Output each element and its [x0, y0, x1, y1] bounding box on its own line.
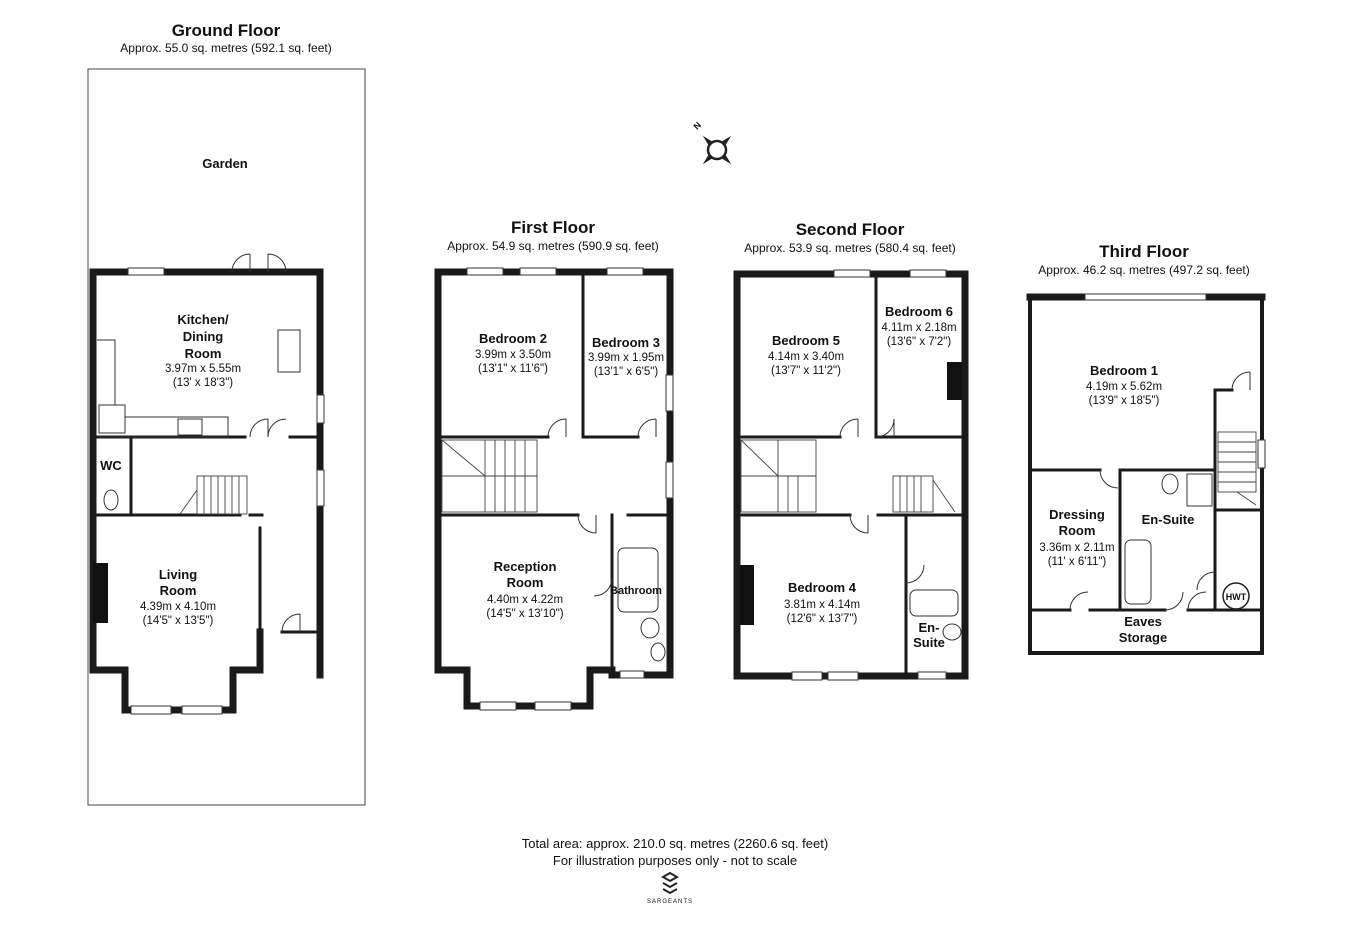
ground-window: [131, 706, 171, 714]
bed2-dimensions: 3.99m x 3.50m: [474, 349, 552, 361]
kitchen-name: Kitchen/: [177, 312, 229, 327]
first-window: [607, 268, 643, 275]
ground-stairs: [180, 476, 247, 514]
first-floor-area: Approx. 54.9 sq. metres (590.9 sq. feet): [447, 239, 659, 253]
third-floor: [1030, 242, 1265, 653]
bed1-name: Bedroom 1: [1090, 363, 1158, 378]
ensuite-bath: [910, 590, 958, 616]
wc-toilet: [104, 490, 118, 510]
ground-window: [317, 470, 324, 506]
living-name: Room: [159, 583, 197, 598]
third-doors: [1070, 372, 1250, 610]
bed3-dimensions: (13'1" x 6'5"): [593, 366, 659, 378]
bed3-dimensions: 3.99m x 1.95m: [587, 352, 665, 364]
compass-icon: [691, 120, 734, 167]
second-stairs: [741, 440, 955, 512]
first-window: [666, 375, 673, 411]
first-window: [520, 268, 556, 275]
ground-window: [317, 395, 324, 423]
dressing-name: Room: [1058, 523, 1096, 538]
bed5-dimensions: 4.14m x 3.40m: [767, 351, 845, 363]
third-floor-title: Third Floor: [1099, 242, 1189, 261]
eaves-label: Storage: [1118, 630, 1168, 645]
second-window: [828, 672, 858, 680]
ground-window: [128, 268, 164, 275]
bed4-name: Bedroom 4: [788, 580, 856, 595]
bed6-fireplace: [947, 362, 962, 400]
third-ensuite-label: En-Suite: [1141, 512, 1195, 527]
reception-dimensions: (14'5" x 13'10"): [486, 608, 564, 620]
kitchen-cupboard: [278, 330, 300, 372]
reception-name: Reception: [493, 559, 557, 574]
living-name: Living: [158, 567, 198, 582]
living-fireplace: [93, 563, 108, 623]
third-skylight: [1085, 294, 1206, 300]
ground-front-door: [282, 614, 300, 632]
second-floor-area: Approx. 53.9 sq. metres (580.4 sq. feet): [744, 241, 956, 255]
bathroom-basin: [651, 643, 665, 661]
second-ensuite-label: En-: [918, 620, 940, 635]
bed6-name: Bedroom 6: [885, 304, 953, 319]
reception-name: Room: [506, 575, 544, 590]
second-floor-title: Second Floor: [795, 220, 905, 239]
third-stairs: [1218, 432, 1256, 505]
living-dimensions: 4.39m x 4.10m: [139, 601, 217, 613]
ensuite-toilet: [943, 624, 961, 640]
bed4-dimensions: 3.81m x 4.14m: [783, 599, 861, 611]
kitchen-name: Room: [184, 346, 222, 361]
bed1-dimensions: 4.19m x 5.62m: [1085, 381, 1163, 393]
first-floor: [438, 218, 673, 710]
kitchen-door: [250, 419, 286, 437]
third-ensuite-bath: [1125, 540, 1151, 604]
third-ensuite-toilet: [1162, 474, 1178, 494]
second-doors: [840, 419, 924, 583]
bed5-dimensions: (13'7" x 11'2"): [771, 365, 841, 377]
bathroom-bath: [618, 548, 658, 612]
garden-label: Garden: [202, 156, 248, 171]
hwt-label: HWT: [1225, 592, 1247, 602]
total-area: Total area: approx. 210.0 sq. metres (2260.6 sq. feet): [521, 836, 829, 851]
ground-floor: [88, 21, 365, 805]
bed3-name: Bedroom 3: [592, 335, 660, 350]
ground-floor-area: Approx. 55.0 sq. metres (592.1 sq. feet): [120, 41, 332, 55]
second-floor: [737, 220, 965, 680]
first-window: [620, 671, 644, 678]
sargeants-logo-icon: [663, 873, 677, 893]
kitchen-dimensions: (13' x 18'3"): [172, 377, 234, 389]
dressing-name: Dressing: [1049, 507, 1105, 522]
first-stairs: [442, 440, 537, 512]
logo-text: SARGEANTS: [646, 899, 694, 905]
first-window: [480, 702, 516, 710]
kitchen-name: Dining: [182, 329, 224, 344]
kitchen-sink: [99, 405, 125, 433]
third-window: [1258, 440, 1265, 468]
ground-window: [182, 706, 222, 714]
first-window: [467, 268, 503, 275]
third-floor-area: Approx. 46.2 sq. metres (497.2 sq. feet): [1038, 263, 1250, 277]
second-ensuite-label: Suite: [913, 635, 945, 650]
disclaimer: For illustration purposes only - not to scale: [552, 853, 798, 868]
bathroom-toilet: [641, 618, 659, 638]
bed6-dimensions: (13'6" x 7'2"): [886, 336, 952, 348]
living-dimensions: (14'5" x 13'5"): [142, 615, 214, 627]
kitchen-dimensions: 3.97m x 5.55m: [164, 363, 242, 375]
ground-floor-title: Ground Floor: [171, 21, 281, 40]
eaves-label: Eaves: [1124, 614, 1162, 629]
bed4-fireplace: [740, 565, 754, 625]
compass-north-label: N: [691, 119, 704, 132]
wc-label: WC: [100, 458, 122, 473]
reception-dimensions: 4.40m x 4.22m: [486, 594, 564, 606]
first-window: [666, 462, 673, 498]
second-window: [910, 270, 946, 277]
bed4-dimensions: (12'6" x 13'7"): [786, 613, 858, 625]
first-window: [535, 702, 571, 710]
first-floor-title: First Floor: [510, 218, 596, 237]
bed1-dimensions: (13'9" x 18'5"): [1088, 395, 1160, 407]
second-window: [834, 270, 870, 277]
second-window: [918, 672, 946, 679]
footer: [522, 836, 828, 905]
bed6-dimensions: 4.11m x 2.18m: [881, 322, 957, 334]
bed2-name: Bedroom 2: [479, 331, 547, 346]
dressing-dimensions: (11' x 6'11"): [1047, 556, 1107, 568]
bed5-name: Bedroom 5: [772, 333, 840, 348]
bed2-dimensions: (13'1" x 11'6"): [478, 363, 548, 375]
third-ensuite-shower: [1187, 474, 1212, 506]
kitchen-hob: [178, 419, 202, 435]
second-window: [792, 672, 822, 680]
bathroom-label: Bathroom: [610, 585, 662, 597]
dressing-dimensions: 3.36m x 2.11m: [1039, 542, 1115, 554]
